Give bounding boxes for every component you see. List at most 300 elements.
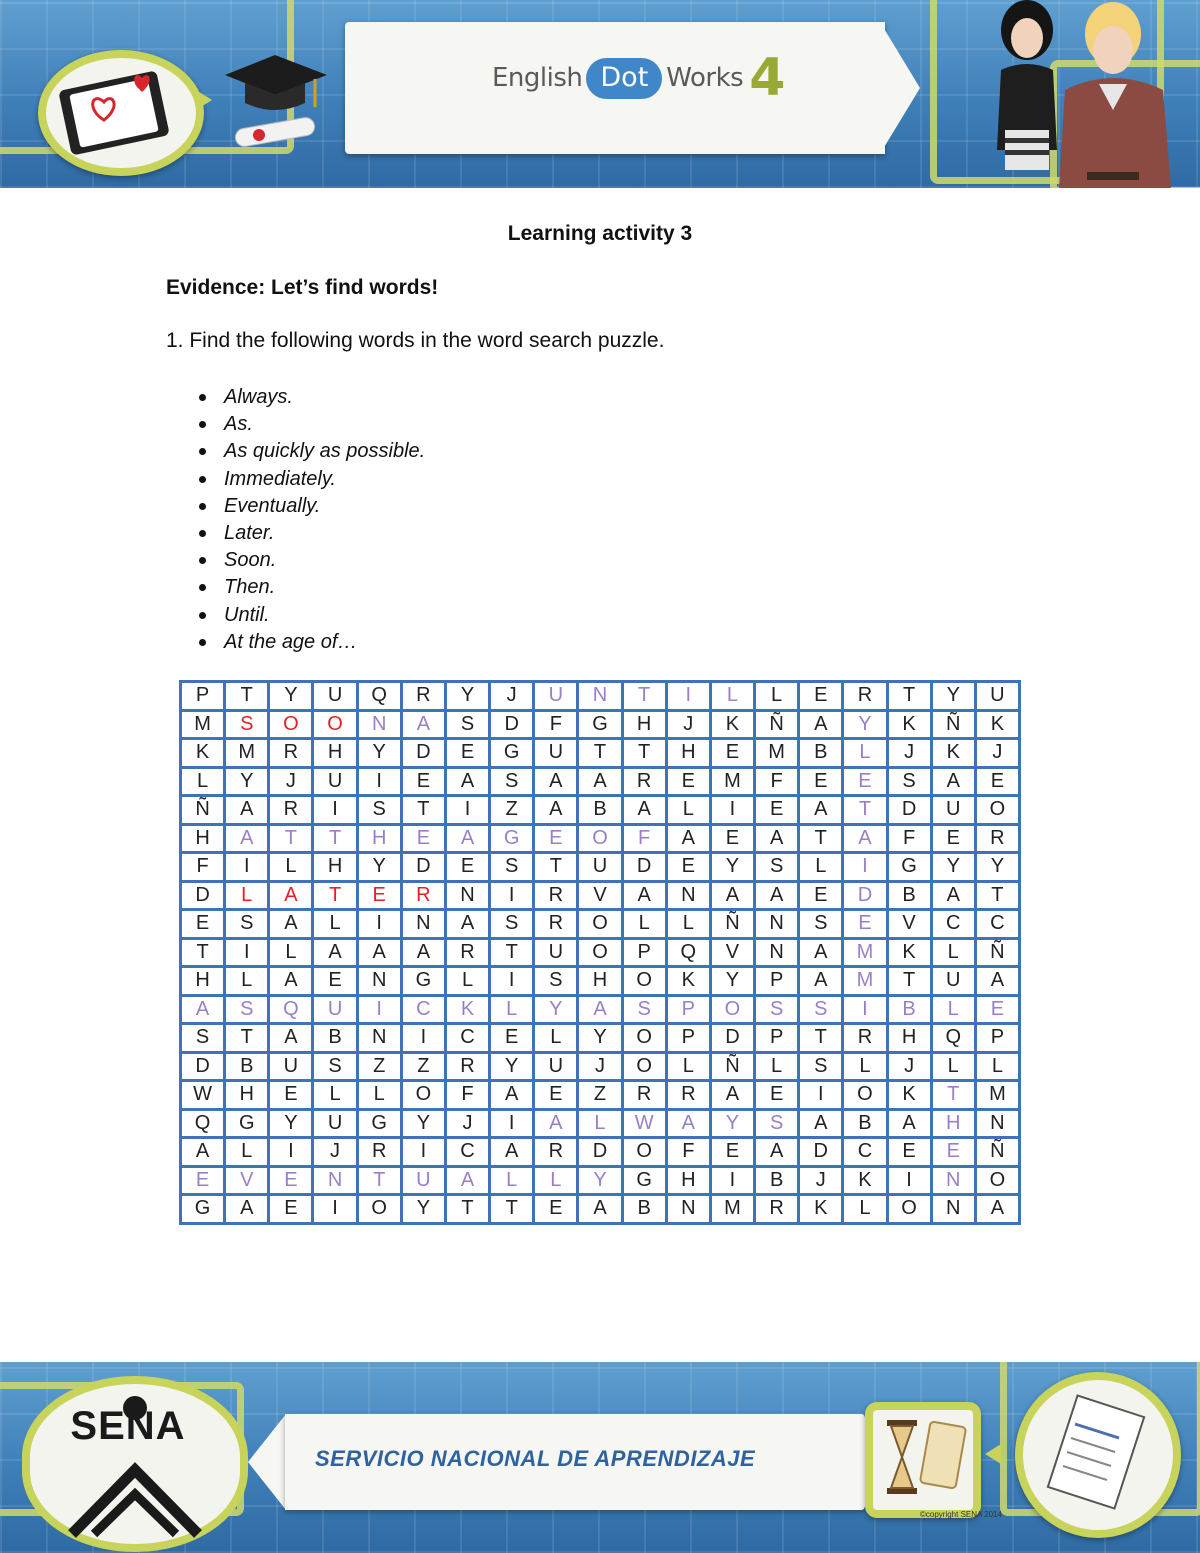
grid-cell: E [710, 739, 754, 768]
grid-cell: A [887, 1109, 931, 1138]
characters-illustration [965, 0, 1180, 188]
grid-cell: J [799, 1166, 843, 1195]
grid-cell: R [401, 881, 445, 910]
instruction-text: 1. Find the following words in the word search puzzle. [166, 329, 665, 352]
grid-cell: A [578, 1195, 622, 1224]
grid-cell: A [269, 881, 313, 910]
grid-cell: L [225, 1138, 269, 1167]
grid-cell: L [313, 910, 357, 939]
grid-cell: R [269, 796, 313, 825]
grid-cell: Q [931, 1024, 975, 1053]
grid-cell: S [225, 995, 269, 1024]
grid-cell: T [490, 1195, 534, 1224]
footer-banner [0, 1362, 1200, 1553]
grid-cell: E [799, 767, 843, 796]
grid-cell: E [401, 767, 445, 796]
grid-cell: Y [357, 853, 401, 882]
grid-cell: O [578, 910, 622, 939]
grid-cell: F [622, 824, 666, 853]
grid-cell: S [799, 995, 843, 1024]
grid-cell: A [225, 1195, 269, 1224]
grid-cell: A [401, 710, 445, 739]
grid-cell: V [710, 938, 754, 967]
grid-cell: Q [357, 682, 401, 711]
grid-cell: K [975, 710, 1019, 739]
grid-row [181, 767, 1020, 796]
grid-cell: B [843, 1109, 887, 1138]
list-item: Always. [196, 384, 425, 411]
grid-cell: U [578, 853, 622, 882]
grid-cell: L [313, 1081, 357, 1110]
grid-cell: D [578, 1138, 622, 1167]
grid-cell: E [799, 682, 843, 711]
grid-cell: H [225, 1081, 269, 1110]
grid-cell: E [269, 1166, 313, 1195]
grid-cell: K [931, 739, 975, 768]
grid-row [181, 1081, 1020, 1110]
grid-cell: P [755, 1024, 799, 1053]
grid-cell: U [534, 739, 578, 768]
grid-cell: Y [225, 767, 269, 796]
grid-cell: F [755, 767, 799, 796]
grid-cell: D [887, 796, 931, 825]
grid-cell: M [181, 710, 225, 739]
grid-cell: A [225, 824, 269, 853]
grid-cell: Q [181, 1109, 225, 1138]
grid-cell: B [622, 1195, 666, 1224]
grid-cell: N [931, 1195, 975, 1224]
grid-cell: Y [445, 682, 489, 711]
grid-cell: Y [269, 1109, 313, 1138]
grid-cell: L [490, 995, 534, 1024]
grid-cell: T [225, 1024, 269, 1053]
diary-hearts-icon [38, 50, 204, 176]
list-item: Until. [196, 602, 425, 629]
grid-cell: B [887, 881, 931, 910]
grid-cell: D [181, 881, 225, 910]
list-item: Then. [196, 574, 425, 601]
grid-cell: K [887, 710, 931, 739]
grid-cell: A [445, 824, 489, 853]
grid-cell: S [799, 1052, 843, 1081]
grid-cell: S [755, 1109, 799, 1138]
grid-cell: I [401, 1024, 445, 1053]
grid-cell: A [931, 767, 975, 796]
grid-cell: Y [578, 1024, 622, 1053]
grid-cell: T [225, 682, 269, 711]
grid-row [181, 1166, 1020, 1195]
grid-cell: R [269, 739, 313, 768]
grid-cell: K [843, 1166, 887, 1195]
header-banner [0, 0, 1200, 188]
grid-cell: R [534, 910, 578, 939]
grid-cell: I [710, 1166, 754, 1195]
grid-cell: C [445, 1138, 489, 1167]
grid-cell: T [887, 682, 931, 711]
grid-cell: E [755, 796, 799, 825]
grid-cell: J [887, 739, 931, 768]
grid-cell: O [887, 1195, 931, 1224]
grid-cell: E [887, 1138, 931, 1167]
logo-number: 4 [749, 48, 786, 108]
grid-cell: U [534, 682, 578, 711]
grid-cell: R [843, 682, 887, 711]
grid-cell: F [534, 710, 578, 739]
grid-cell: D [799, 1138, 843, 1167]
grid-cell: I [490, 881, 534, 910]
grid-cell: B [799, 739, 843, 768]
grid-row [181, 682, 1020, 711]
logo-text-works: Works [666, 63, 744, 93]
grid-cell: R [622, 1081, 666, 1110]
certificate-icon [1015, 1372, 1181, 1538]
grid-cell: A [313, 938, 357, 967]
grid-cell: D [710, 1024, 754, 1053]
grid-cell: S [445, 710, 489, 739]
grid-cell: J [490, 682, 534, 711]
grid-cell: L [799, 853, 843, 882]
grid-cell: I [843, 995, 887, 1024]
grid-cell: Y [843, 710, 887, 739]
grid-cell: B [225, 1052, 269, 1081]
grid-cell: E [931, 824, 975, 853]
grid-cell: B [887, 995, 931, 1024]
grid-cell: Ñ [755, 710, 799, 739]
grid-cell: W [181, 1081, 225, 1110]
grid-cell: F [181, 853, 225, 882]
grid-cell: Y [931, 682, 975, 711]
grid-cell: E [799, 881, 843, 910]
grid-cell: E [357, 881, 401, 910]
grid-cell: B [313, 1024, 357, 1053]
grid-cell: A [666, 1109, 710, 1138]
grid-cell: Q [666, 938, 710, 967]
grid-cell: K [710, 710, 754, 739]
grid-cell: C [975, 910, 1019, 939]
grid-cell: T [799, 1024, 843, 1053]
grid-cell: G [357, 1109, 401, 1138]
list-item: At the age of… [196, 629, 425, 656]
grid-cell: A [622, 796, 666, 825]
grid-cell: R [755, 1195, 799, 1224]
grid-cell: L [181, 767, 225, 796]
grid-cell: U [534, 938, 578, 967]
grid-row [181, 881, 1020, 910]
grid-cell: H [181, 824, 225, 853]
grid-cell: N [401, 910, 445, 939]
grid-cell: L [534, 1024, 578, 1053]
grid-cell: S [887, 767, 931, 796]
grid-cell: A [578, 995, 622, 1024]
grid-cell: R [666, 1081, 710, 1110]
grid-cell: A [490, 1081, 534, 1110]
grid-cell: Y [269, 682, 313, 711]
grid-cell: R [401, 682, 445, 711]
grid-cell: I [843, 853, 887, 882]
grid-cell: E [269, 1081, 313, 1110]
grid-cell: U [931, 967, 975, 996]
grid-cell: T [313, 881, 357, 910]
grid-cell: O [269, 710, 313, 739]
grid-cell: N [357, 967, 401, 996]
grid-cell: E [445, 739, 489, 768]
logo-panel-tip [880, 22, 920, 154]
word-list [196, 384, 425, 656]
grid-cell: L [622, 910, 666, 939]
grid-cell: R [445, 1052, 489, 1081]
sena-logo [22, 1376, 248, 1552]
grid-cell: A [799, 967, 843, 996]
grid-cell: O [622, 1138, 666, 1167]
grid-cell: E [181, 910, 225, 939]
grid-cell: K [799, 1195, 843, 1224]
grid-cell: A [975, 967, 1019, 996]
grid-cell: A [578, 767, 622, 796]
grid-cell: P [975, 1024, 1019, 1053]
grid-cell: F [666, 1138, 710, 1167]
grid-cell: T [269, 824, 313, 853]
grid-cell: A [755, 824, 799, 853]
grid-cell: E [931, 1138, 975, 1167]
grid-cell: R [357, 1138, 401, 1167]
grid-cell: Z [578, 1081, 622, 1110]
grid-row [181, 967, 1020, 996]
grid-cell: I [313, 796, 357, 825]
grid-cell: T [401, 796, 445, 825]
grid-cell: G [622, 1166, 666, 1195]
grid-cell: B [755, 1166, 799, 1195]
grid-cell: L [843, 1052, 887, 1081]
grid-cell: O [578, 938, 622, 967]
grid-cell: O [578, 824, 622, 853]
grid-cell: S [357, 796, 401, 825]
grid-cell: A [666, 824, 710, 853]
grid-cell: L [843, 739, 887, 768]
grid-row [181, 824, 1020, 853]
grid-cell: T [887, 967, 931, 996]
grid-cell: A [710, 1081, 754, 1110]
grid-cell: M [710, 1195, 754, 1224]
grid-cell: A [799, 796, 843, 825]
grid-cell: B [578, 796, 622, 825]
grid-cell: E [445, 853, 489, 882]
grid-cell: K [181, 739, 225, 768]
grid-cell: H [887, 1024, 931, 1053]
grid-cell: A [269, 910, 313, 939]
list-item: Soon. [196, 547, 425, 574]
grid-cell: A [975, 1195, 1019, 1224]
grid-cell: U [401, 1166, 445, 1195]
grid-cell: L [357, 1081, 401, 1110]
grid-cell: M [710, 767, 754, 796]
grid-cell: J [445, 1109, 489, 1138]
grid-cell: I [357, 910, 401, 939]
activity-title: Learning activity 3 [507, 222, 693, 245]
grid-cell: A [755, 1138, 799, 1167]
grid-cell: E [313, 967, 357, 996]
grid-cell: E [181, 1166, 225, 1195]
grid-cell: L [225, 967, 269, 996]
grid-cell: H [357, 824, 401, 853]
grid-cell: Ñ [710, 910, 754, 939]
grid-cell: O [843, 1081, 887, 1110]
grid-cell: Ñ [975, 1138, 1019, 1167]
graduation-cap-icon [215, 45, 335, 155]
grid-cell: N [755, 910, 799, 939]
grid-cell: O [710, 995, 754, 1024]
grid-cell: Y [401, 1109, 445, 1138]
grid-cell: Y [710, 1109, 754, 1138]
grid-cell: Q [269, 995, 313, 1024]
grid-cell: P [666, 995, 710, 1024]
grid-cell: G [490, 824, 534, 853]
grid-cell: Ñ [710, 1052, 754, 1081]
grid-cell: A [181, 995, 225, 1024]
grid-cell: A [181, 1138, 225, 1167]
grid-row [181, 1109, 1020, 1138]
evidence-heading: Evidence: Let’s find words! [166, 276, 439, 299]
hourglass-scroll-icon [865, 1402, 981, 1518]
grid-cell: K [445, 995, 489, 1024]
grid-cell: N [578, 682, 622, 711]
grid-cell: A [445, 767, 489, 796]
grid-row [181, 739, 1020, 768]
grid-cell: I [269, 1138, 313, 1167]
grid-cell: K [887, 938, 931, 967]
grid-cell: L [931, 938, 975, 967]
grid-cell: N [357, 710, 401, 739]
grid-cell: N [755, 938, 799, 967]
list-item: Immediately. [196, 466, 425, 493]
grid-cell: M [755, 739, 799, 768]
grid-cell: Y [490, 1052, 534, 1081]
grid-cell: I [313, 1195, 357, 1224]
grid-cell: E [534, 824, 578, 853]
grid-cell: C [445, 1024, 489, 1053]
grid-cell: I [357, 767, 401, 796]
grid-cell: T [181, 938, 225, 967]
english-dot-works-logo [492, 48, 785, 108]
grid-cell: G [181, 1195, 225, 1224]
grid-cell: P [755, 967, 799, 996]
grid-cell: A [799, 938, 843, 967]
grid-cell: O [622, 1024, 666, 1053]
grid-cell: N [931, 1166, 975, 1195]
grid-cell: Y [578, 1166, 622, 1195]
grid-cell: A [225, 796, 269, 825]
grid-cell: T [843, 796, 887, 825]
grid-cell: H [622, 710, 666, 739]
grid-row [181, 710, 1020, 739]
grid-cell: D [181, 1052, 225, 1081]
grid-cell: I [799, 1081, 843, 1110]
grid-cell: E [975, 995, 1019, 1024]
grid-cell: P [181, 682, 225, 711]
grid-cell: D [490, 710, 534, 739]
grid-cell: A [799, 1109, 843, 1138]
grid-cell: R [622, 767, 666, 796]
grid-cell: P [666, 1024, 710, 1053]
grid-cell: S [313, 1052, 357, 1081]
grid-cell: Y [401, 1195, 445, 1224]
grid-cell: I [225, 938, 269, 967]
grid-cell: S [799, 910, 843, 939]
grid-cell: S [225, 910, 269, 939]
grid-cell: L [269, 853, 313, 882]
copyright-text: ©copyright SENA 2014 [920, 1510, 1002, 1519]
grid-cell: E [534, 1081, 578, 1110]
grid-cell: F [445, 1081, 489, 1110]
grid-cell: M [225, 739, 269, 768]
grid-cell: J [578, 1052, 622, 1081]
grid-cell: H [931, 1109, 975, 1138]
grid-cell: E [490, 1024, 534, 1053]
grid-cell: Z [490, 796, 534, 825]
grid-cell: H [578, 967, 622, 996]
grid-cell: S [490, 767, 534, 796]
grid-cell: F [887, 824, 931, 853]
grid-row [181, 1052, 1020, 1081]
grid-cell: J [975, 739, 1019, 768]
grid-cell: Z [357, 1052, 401, 1081]
grid-cell: T [622, 682, 666, 711]
grid-row [181, 910, 1020, 939]
grid-cell: A [534, 796, 578, 825]
grid-cell: E [755, 1081, 799, 1110]
grid-cell: N [357, 1024, 401, 1053]
grid-row [181, 995, 1020, 1024]
grid-cell: R [534, 881, 578, 910]
grid-cell: A [755, 881, 799, 910]
grid-cell: Ñ [181, 796, 225, 825]
grid-cell: Y [710, 853, 754, 882]
grid-cell: D [622, 853, 666, 882]
grid-cell: N [313, 1166, 357, 1195]
grid-cell: H [666, 1166, 710, 1195]
grid-cell: A [534, 1109, 578, 1138]
grid-cell: A [710, 881, 754, 910]
grid-row [181, 1024, 1020, 1053]
title-panel-tip [248, 1414, 286, 1510]
arrow-right-icon [196, 90, 212, 110]
grid-cell: E [710, 824, 754, 853]
grid-cell: H [313, 739, 357, 768]
grid-cell: Y [710, 967, 754, 996]
grid-cell: E [975, 767, 1019, 796]
grid-cell: A [622, 881, 666, 910]
grid-cell: E [666, 853, 710, 882]
grid-cell: J [887, 1052, 931, 1081]
grid-cell: A [269, 967, 313, 996]
arrow-left-icon [985, 1444, 1001, 1464]
grid-cell: U [313, 767, 357, 796]
grid-cell: I [490, 1109, 534, 1138]
grid-cell: U [313, 682, 357, 711]
grid-cell: L [975, 1052, 1019, 1081]
grid-cell: E [534, 1195, 578, 1224]
grid-cell: M [843, 967, 887, 996]
grid-cell: Ñ [931, 710, 975, 739]
grid-cell: G [887, 853, 931, 882]
grid-cell: Y [357, 739, 401, 768]
grid-cell: I [490, 967, 534, 996]
grid-cell: P [622, 938, 666, 967]
grid-cell: L [578, 1109, 622, 1138]
grid-cell: O [622, 967, 666, 996]
list-item: Later. [196, 520, 425, 547]
grid-cell: D [401, 739, 445, 768]
grid-cell: U [313, 995, 357, 1024]
